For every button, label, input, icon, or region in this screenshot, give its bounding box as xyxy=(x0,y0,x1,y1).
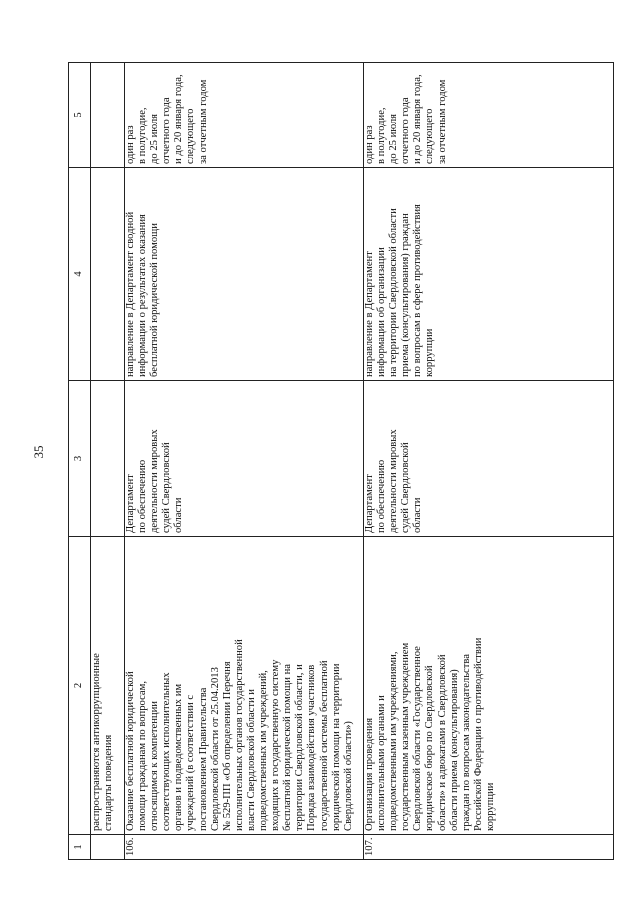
cell-line: государственным казенным учреждением xyxy=(400,642,412,831)
cell-line: распространяются антикоррупционные xyxy=(91,653,102,831)
cell-description xyxy=(125,537,364,835)
cell-line: до 25 июля xyxy=(149,113,161,164)
cell-line: отчетного года xyxy=(161,97,173,164)
cell-line: до 25 июля xyxy=(388,113,400,164)
page-number: 35 xyxy=(31,445,46,459)
table-row-continuation xyxy=(91,63,125,860)
cell-line: учреждений (в соответствии с xyxy=(185,694,197,831)
cell-executor xyxy=(125,381,364,537)
cell-deadline xyxy=(364,63,614,168)
cell-line: за отчетным годом xyxy=(197,79,209,164)
cell-line: Свердловской области от 25.04.2013 xyxy=(209,667,221,831)
cell-line: следующего xyxy=(185,108,197,164)
cell-line: отчетного года xyxy=(400,97,412,164)
cell-line: соответствующих исполнительных xyxy=(161,672,173,831)
cell-deadline xyxy=(125,63,364,168)
cell-line: следующего xyxy=(424,108,436,164)
cell-line: и до 20 января года, xyxy=(173,74,185,164)
cell-line: приема (консультирования) граждан xyxy=(400,213,412,377)
cell-line: в полугодие, xyxy=(376,107,388,164)
row-number: 107. xyxy=(364,835,614,860)
cell-line: один раз xyxy=(364,125,375,164)
cell-line: информации об организации xyxy=(376,247,388,377)
cell-line: Организация проведения xyxy=(364,717,375,831)
cell-line: области приема (консультирования) xyxy=(448,669,460,831)
cell-line: информации о результатах оказания xyxy=(137,214,149,377)
cell-line: в полугодие, xyxy=(137,107,149,164)
rotated-table-wrapper xyxy=(68,63,613,860)
cell-line: и до 20 января года, xyxy=(412,74,424,164)
continuation-cell xyxy=(91,537,125,835)
cell-action xyxy=(125,168,364,381)
document-table xyxy=(68,62,614,860)
cell-line: Российской Федерации о противодействии xyxy=(472,637,484,831)
cell-line: подведомственных им учреждений, xyxy=(258,670,270,831)
cell-line: исполнительных органов государственной xyxy=(233,639,245,831)
cell-line: направление в Департамент xyxy=(364,251,375,377)
cell-line: Департамент xyxy=(125,474,136,533)
cell-line: деятельности мировых xyxy=(388,429,400,533)
cell-line: области xyxy=(173,497,185,533)
cell-line: органов и подведомственных им xyxy=(173,683,185,831)
cell-line: судей Свердловской xyxy=(400,442,412,533)
cell-line: бесплатной юридической помощи xyxy=(149,223,161,377)
cell-line: области xyxy=(412,497,424,533)
header-cell: 4 xyxy=(69,168,91,381)
table-header-row xyxy=(69,63,91,860)
cell-line: относящимся к компетенции xyxy=(149,701,161,831)
cell-line: стандарты поведения xyxy=(103,734,115,831)
cell-line: юридической помощи на территории xyxy=(330,663,342,831)
cell-line: один раз xyxy=(125,125,136,164)
cell-line: Свердловской области «Государственное xyxy=(412,646,424,831)
cell-description xyxy=(364,537,614,835)
cell-line: исполнительными органами и xyxy=(376,695,388,831)
cell-line: Департамент xyxy=(364,474,375,533)
header-cell: 2 xyxy=(69,537,91,835)
cell-line: по обеспечению xyxy=(137,459,149,533)
cell-line: подведомственными им учреждениями, xyxy=(388,651,400,831)
cell-line: Порядка взаимодействия участников xyxy=(306,664,318,831)
cell-line: постановлением Правительства xyxy=(197,687,209,831)
cell-line: по обеспечению xyxy=(376,459,388,533)
cell-executor xyxy=(364,381,614,537)
cell-line: территории Свердловской области, и xyxy=(294,664,306,831)
cell-line: юридическое бюро по Свердловской xyxy=(424,665,436,831)
table-row-107 xyxy=(364,63,614,860)
cell-line: входящих в государственную систему xyxy=(270,659,282,831)
cell-line: государственной системы бесплатной xyxy=(318,660,330,831)
cell-line: по вопросам в сфере противодействия xyxy=(412,204,424,377)
cell-line: коррупции xyxy=(484,782,496,831)
cell-line: области» и адвокатами в Свердловской xyxy=(436,654,448,831)
cell-line: деятельности мировых xyxy=(149,429,161,533)
header-cell: 1 xyxy=(69,835,91,860)
cell-line: граждан по вопросам законодательства xyxy=(460,654,472,831)
cell-line: за отчетным годом xyxy=(436,79,448,164)
header-cell: 3 xyxy=(69,381,91,537)
cell-line: коррупции xyxy=(424,328,436,377)
cell-line: власти Свердловской области и xyxy=(245,689,257,831)
header-cell: 5 xyxy=(69,63,91,168)
cell-line: на территории Свердловской области xyxy=(388,208,400,377)
cell-line: бесплатной юридической помощи на xyxy=(282,664,294,831)
cell-action xyxy=(364,168,614,381)
cell-line: Свердловской области») xyxy=(342,721,354,831)
cell-line: № 529-ПП «Об определении Перечня xyxy=(221,661,233,831)
cell-line: помощи гражданам по вопросам, xyxy=(137,681,149,831)
row-number: 106. xyxy=(125,835,364,860)
cell-line: направление в Департамент сводной xyxy=(125,211,136,377)
cell-line: судей Свердловской xyxy=(161,442,173,533)
table-row-106 xyxy=(125,63,364,860)
cell-line: Оказание бесплатной юридической xyxy=(125,671,136,831)
